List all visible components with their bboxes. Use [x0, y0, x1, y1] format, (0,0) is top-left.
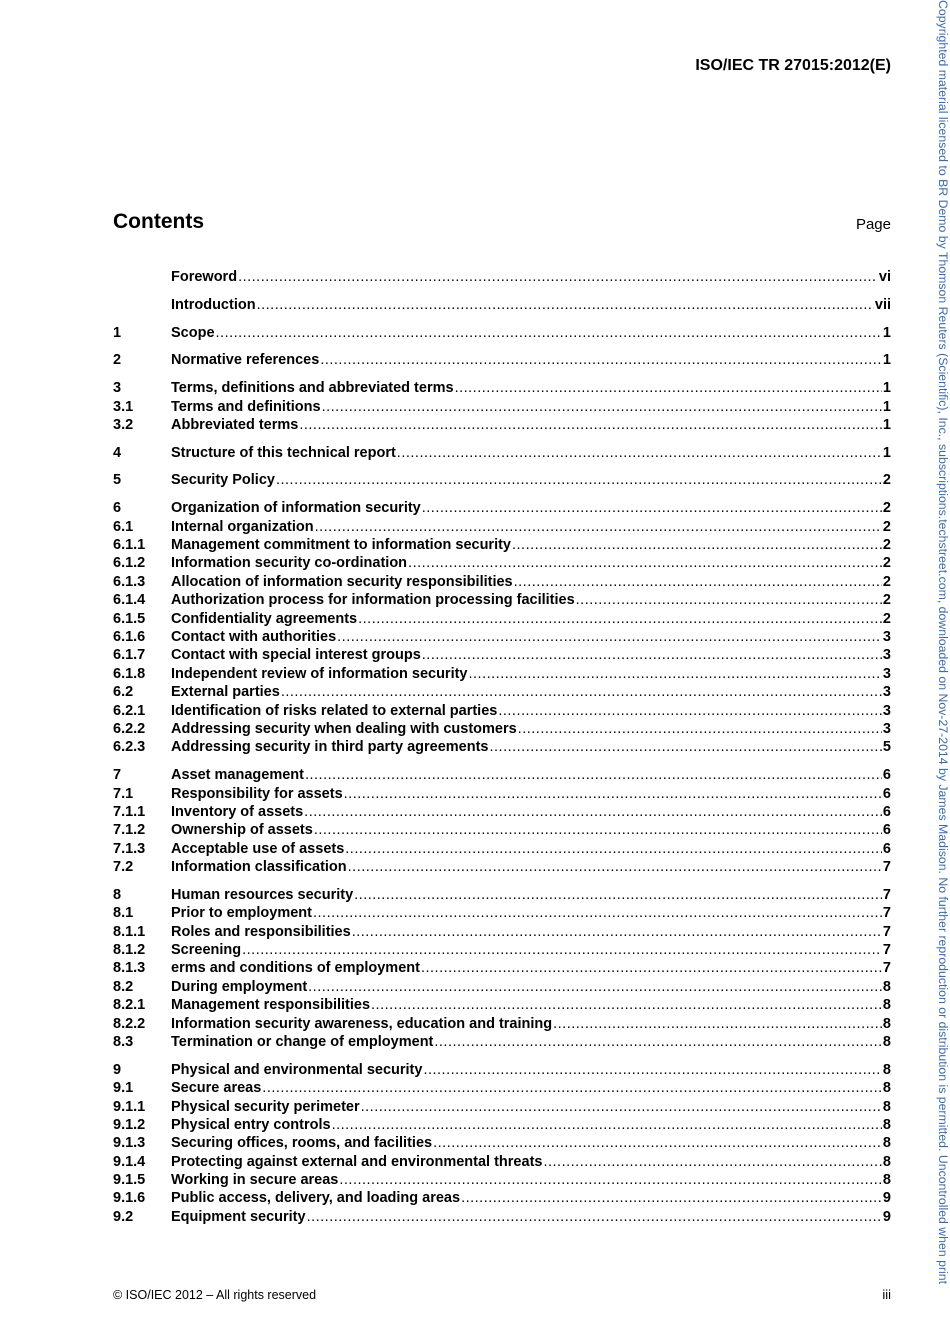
- toc-entry-title: Independent review of information security: [171, 665, 468, 682]
- toc-entry[interactable]: [113, 1189, 891, 1207]
- toc-entry-page: 8: [882, 997, 891, 1014]
- toc-entry-page: 8: [882, 1015, 891, 1032]
- toc-entry[interactable]: [113, 996, 891, 1014]
- toc-dot-leader: [455, 379, 882, 397]
- toc-dot-leader: [553, 1015, 882, 1033]
- toc-entry[interactable]: [113, 536, 891, 554]
- toc-entry[interactable]: [113, 554, 891, 572]
- toc-entry[interactable]: [113, 1153, 891, 1171]
- toc-entry-number: 9.1.4: [113, 1153, 146, 1170]
- toc-entry[interactable]: [113, 471, 891, 489]
- toc-entry-number: 6.1.1: [113, 537, 146, 554]
- toc-entry-title: Asset management: [171, 767, 304, 784]
- toc-entry-number: 6.1.2: [113, 555, 146, 572]
- toc-entry-title: Contact with special interest groups: [171, 647, 421, 664]
- toc-entry-page: 8: [882, 1116, 891, 1133]
- toc-entry-title: Equipment security: [171, 1208, 306, 1225]
- toc-entry-number: 9: [113, 1061, 122, 1078]
- toc-entry-number: 9.1.6: [113, 1190, 146, 1207]
- toc-entry[interactable]: [113, 858, 891, 876]
- toc-dot-leader: [257, 296, 874, 314]
- toc-entry-page: 7: [882, 960, 891, 977]
- toc-dot-leader: [354, 886, 882, 904]
- toc-entry-page: vi: [878, 269, 891, 285]
- toc-entry-page: 6: [882, 767, 891, 784]
- toc-entry-number: 3.2: [113, 416, 134, 433]
- toc-entry-title: During employment: [171, 978, 308, 995]
- toc-entry-title: Structure of this technical report: [171, 444, 396, 461]
- toc-entry-number: 7.2: [113, 859, 134, 876]
- toc-entry-title: Physical and environmental security: [171, 1061, 423, 1078]
- toc-dot-leader: [314, 821, 882, 839]
- toc-entry-title: Information classification: [171, 859, 347, 876]
- toc-entry[interactable]: [113, 1061, 891, 1079]
- toc-entry-number: 6.2.1: [113, 702, 146, 719]
- toc-dot-leader: [305, 766, 882, 784]
- toc-entry-title: Scope: [171, 324, 215, 341]
- toc-entry-page: 1: [882, 444, 891, 461]
- toc-dot-leader: [408, 554, 882, 572]
- toc-entry[interactable]: [113, 610, 891, 628]
- toc-entry-title: Organization of information security: [171, 500, 421, 517]
- toc-entry-title: Human resources security: [171, 886, 354, 903]
- toc-entry-page: 8: [882, 1153, 891, 1170]
- toc-entry-number: 7.1.2: [113, 822, 146, 839]
- toc-entry-number: 2: [113, 352, 122, 369]
- toc-entry-title: Termination or change of employment: [171, 1033, 434, 1050]
- toc-entry[interactable]: [113, 398, 891, 416]
- toc-dot-leader: [242, 941, 882, 959]
- toc-dot-leader: [371, 996, 882, 1014]
- toc-entry-title: Secure areas: [171, 1080, 262, 1097]
- toc-entry-page: 8: [882, 1098, 891, 1115]
- toc-dot-leader: [320, 351, 882, 369]
- toc-dot-leader: [307, 1208, 882, 1226]
- toc-entry-number: 8.1: [113, 905, 134, 922]
- toc-entry-title: Working in secure areas: [171, 1172, 339, 1189]
- toc-dot-leader: [238, 268, 878, 286]
- toc-entry-title: Terms, definitions and abbreviated terms: [171, 380, 454, 397]
- toc-entry-number: 6.1.3: [113, 573, 146, 590]
- toc-entry-number: 8.2: [113, 978, 134, 995]
- toc-dot-leader: [489, 738, 881, 756]
- toc-entry-page: 2: [882, 555, 891, 572]
- toc-entry[interactable]: [113, 720, 891, 738]
- toc-entry-page: 1: [882, 416, 891, 433]
- toc-entry-page: 1: [882, 398, 891, 415]
- toc-entry-title: Physical entry controls: [171, 1116, 331, 1133]
- toc-dot-leader: [518, 720, 882, 738]
- contents-heading: Contents: [113, 210, 204, 233]
- toc-entry-page: 3: [882, 684, 891, 701]
- toc-entry[interactable]: [113, 1116, 891, 1134]
- toc-dot-leader: [345, 840, 882, 858]
- toc-entry-page: 2: [882, 472, 891, 489]
- toc-dot-leader: [315, 518, 882, 536]
- toc-entry-title: Confidentiality agreements: [171, 610, 358, 627]
- toc-entry-title: Inventory of assets: [171, 803, 304, 820]
- toc-entry[interactable]: [113, 416, 891, 434]
- toc-dot-leader: [498, 702, 882, 720]
- toc-entry[interactable]: [113, 803, 891, 821]
- toc-entry[interactable]: [113, 923, 891, 941]
- toc-dot-leader: [216, 324, 882, 342]
- toc-entry-number: 7.1.1: [113, 803, 146, 820]
- toc-entry-title: Securing offices, rooms, and facilities: [171, 1135, 433, 1152]
- toc-entry-page: 6: [882, 840, 891, 857]
- page-column-label: Page: [855, 216, 891, 233]
- toc-entry-page: 2: [882, 610, 891, 627]
- toc-dot-leader: [421, 959, 882, 977]
- toc-entry-title: Terms and definitions: [171, 398, 321, 415]
- toc-entry-number: 8.1.3: [113, 960, 146, 977]
- toc-entry-page: 1: [882, 352, 891, 369]
- toc-dot-leader: [313, 904, 882, 922]
- toc-dot-leader: [422, 499, 882, 517]
- toc-entry-page: 3: [882, 720, 891, 737]
- toc-entry[interactable]: [113, 738, 891, 756]
- toc-dot-leader: [299, 416, 882, 434]
- toc-entry-title: Roles and responsibilities: [171, 923, 351, 940]
- document-id: ISO/IEC TR 27015:2012(E): [695, 57, 891, 74]
- toc-entry-title: Allocation of information security responsibilities: [171, 573, 513, 590]
- toc-entry-page: vii: [874, 296, 891, 313]
- toc-entry-number: 7.1.3: [113, 840, 146, 857]
- toc-dot-leader: [337, 628, 882, 646]
- toc-entry-title: Introduction: [171, 296, 256, 313]
- toc-entry-number: 6.1.5: [113, 610, 146, 627]
- toc-entry-number: 8.2.1: [113, 997, 146, 1014]
- toc-entry-page: 7: [882, 905, 891, 922]
- toc-entry-title: Screening: [171, 942, 242, 959]
- toc-entry[interactable]: [113, 840, 891, 858]
- toc-entry-number: 7.1: [113, 785, 134, 802]
- toc-entry-title: Acceptable use of assets: [171, 840, 345, 857]
- toc-entry[interactable]: [113, 444, 891, 462]
- toc-entry-number: 7: [113, 767, 122, 784]
- toc-entry[interactable]: [113, 573, 891, 591]
- toc-entry-title: Identification of risks related to external parties: [171, 702, 498, 719]
- toc-entry[interactable]: [113, 959, 891, 977]
- toc-entry-number: 6.1.8: [113, 665, 146, 682]
- toc-entry-page: 7: [882, 886, 891, 903]
- toc-entry-page: 5: [882, 739, 891, 756]
- toc-entry-page: 7: [882, 859, 891, 876]
- toc-entry-title: Foreword: [171, 269, 238, 285]
- toc-entry-title: Ownership of assets: [171, 822, 313, 839]
- toc-entry-page: 8: [882, 1135, 891, 1152]
- toc-dot-leader: [339, 1171, 882, 1189]
- toc-entry-number: 1: [113, 324, 122, 341]
- toc-entry-page: 6: [882, 785, 891, 802]
- toc-entry-number: 8.3: [113, 1033, 134, 1050]
- toc-dot-leader: [434, 1033, 882, 1051]
- toc-entry-page: 6: [882, 803, 891, 820]
- toc-entry-title: Abbreviated terms: [171, 416, 299, 433]
- toc-dot-leader: [281, 683, 882, 701]
- toc-entry-page: 7: [882, 923, 891, 940]
- toc-dot-leader: [344, 785, 882, 803]
- toc-entry-number: 6: [113, 500, 122, 517]
- toc-entry-number: 6.2.3: [113, 739, 146, 756]
- toc-entry-page: 6: [882, 822, 891, 839]
- toc-entry-page: 3: [882, 647, 891, 664]
- toc-entry[interactable]: [113, 628, 891, 646]
- toc-entry[interactable]: [113, 324, 891, 342]
- toc-entry-title: Prior to employment: [171, 905, 312, 922]
- toc-entry[interactable]: [113, 702, 891, 720]
- toc-entry-title: Information security awareness, education and training: [171, 1015, 553, 1032]
- table-of-contents: [113, 268, 891, 1226]
- toc-entry-page: 1: [882, 380, 891, 397]
- toc-dot-leader: [433, 1134, 882, 1152]
- toc-entry[interactable]: [113, 1015, 891, 1033]
- toc-entry-title: Addressing security when dealing with customers: [171, 720, 517, 737]
- toc-entry-page: 8: [882, 1033, 891, 1050]
- toc-dot-leader: [322, 398, 882, 416]
- toc-entry-number: 8: [113, 886, 122, 903]
- toc-entry-number: 6.1.4: [113, 592, 146, 609]
- toc-entry[interactable]: [113, 785, 891, 803]
- toc-entry-title: Management responsibilities: [171, 997, 371, 1014]
- toc-entry-title: Contact with authorities: [171, 628, 337, 645]
- toc-dot-leader: [514, 573, 882, 591]
- toc-entry-number: 6.1.7: [113, 647, 146, 664]
- toc-entry-page: 9: [882, 1190, 891, 1207]
- toc-entry-title: Normative references: [171, 352, 320, 369]
- toc-entry-page: 8: [882, 1080, 891, 1097]
- toc-entry-title: erms and conditions of employment: [171, 960, 420, 977]
- toc-entry-title: Information security co-ordination: [171, 555, 408, 572]
- toc-entry-number: 6.1.6: [113, 628, 146, 645]
- toc-entry[interactable]: [113, 821, 891, 839]
- toc-entry-page: 2: [882, 500, 891, 517]
- footer-page-number: iii: [882, 1287, 891, 1302]
- license-watermark: Copyrighted material licensed to BR Demo by Thomson Reuters (Scientific), Inc., subscriptions.techstreet.com, downloaded on Nov-27-2014 by James Madison. No further reproduction or distribution is permitted. Uncontrolled when print: [936, 0, 950, 1285]
- toc-dot-leader: [276, 471, 882, 489]
- toc-entry[interactable]: [113, 766, 891, 784]
- toc-entry[interactable]: [113, 646, 891, 664]
- toc-dot-leader: [308, 978, 882, 996]
- toc-dot-leader: [304, 803, 882, 821]
- toc-entry-number: 9.1.5: [113, 1172, 146, 1189]
- toc-entry[interactable]: [113, 591, 891, 609]
- toc-entry-title: Protecting against external and environmental threats: [171, 1153, 543, 1170]
- toc-entry[interactable]: [113, 1134, 891, 1152]
- toc-entry-number: 6.2: [113, 684, 134, 701]
- toc-entry-title: Authorization process for information processing facilities: [171, 592, 575, 609]
- toc-entry[interactable]: [113, 1079, 891, 1097]
- toc-entry-page: 3: [882, 702, 891, 719]
- toc-entry[interactable]: [113, 296, 891, 314]
- toc-entry-page: 1: [882, 324, 891, 341]
- toc-dot-leader: [262, 1079, 882, 1097]
- toc-entry-number: 8.2.2: [113, 1015, 146, 1032]
- toc-entry-number: 9.1.3: [113, 1135, 146, 1152]
- toc-dot-leader: [332, 1116, 882, 1134]
- toc-entry[interactable]: [113, 978, 891, 996]
- toc-entry-title: Security Policy: [171, 472, 275, 489]
- toc-dot-leader: [422, 646, 882, 664]
- toc-entry-number: 4: [113, 444, 122, 461]
- toc-entry-title: Management commitment to information security: [171, 537, 511, 554]
- toc-entry-title: Addressing security in third party agreements: [171, 739, 489, 756]
- toc-entry-number: 5: [113, 472, 122, 489]
- toc-entry[interactable]: [113, 1171, 891, 1189]
- toc-entry-page: 2: [882, 537, 891, 554]
- toc-entry-page: 8: [882, 1061, 891, 1078]
- toc-dot-leader: [469, 665, 882, 683]
- toc-dot-leader: [352, 923, 882, 941]
- toc-entry-number: 9.2: [113, 1208, 134, 1225]
- toc-entry-title: Physical security perimeter: [171, 1098, 360, 1115]
- toc-entry-number: 6.2.2: [113, 720, 146, 737]
- toc-entry[interactable]: [113, 886, 891, 904]
- toc-dot-leader: [543, 1153, 881, 1171]
- toc-entry[interactable]: [113, 683, 891, 701]
- toc-entry-number: 8.1.2: [113, 942, 146, 959]
- toc-entry[interactable]: [113, 268, 891, 286]
- toc-entry-title: Responsibility for assets: [171, 785, 343, 802]
- toc-entry[interactable]: [113, 1208, 891, 1226]
- toc-entry[interactable]: [113, 1098, 891, 1116]
- toc-dot-leader: [461, 1189, 882, 1207]
- toc-entry-page: 8: [882, 978, 891, 995]
- toc-entry-title: Public access, delivery, and loading areas: [171, 1190, 461, 1207]
- toc-dot-leader: [358, 610, 882, 628]
- toc-entry-page: 9: [882, 1208, 891, 1225]
- toc-entry-title: Internal organization: [171, 518, 314, 535]
- toc-entry-number: 6.1: [113, 518, 134, 535]
- toc-entry-page: 2: [882, 518, 891, 535]
- toc-entry-title: External parties: [171, 684, 280, 701]
- toc-entry[interactable]: [113, 518, 891, 536]
- toc-entry-number: 9.1: [113, 1080, 134, 1097]
- toc-entry-number: 3: [113, 380, 122, 397]
- toc-entry-number: 9.1.2: [113, 1116, 146, 1133]
- toc-entry-page: 3: [882, 665, 891, 682]
- toc-entry-number: 9.1.1: [113, 1098, 146, 1115]
- toc-dot-leader: [361, 1098, 882, 1116]
- toc-entry-page: 3: [882, 628, 891, 645]
- footer-copyright: © ISO/IEC 2012 – All rights reserved: [113, 1288, 317, 1302]
- toc-entry[interactable]: [113, 665, 891, 683]
- toc-entry[interactable]: [113, 351, 891, 369]
- toc-entry[interactable]: [113, 379, 891, 397]
- toc-dot-leader: [348, 858, 882, 876]
- toc-entry[interactable]: [113, 904, 891, 922]
- toc-dot-leader: [512, 536, 882, 554]
- toc-entry-page: 7: [882, 942, 891, 959]
- toc-entry-page: 2: [882, 592, 891, 609]
- toc-entry-page: 8: [882, 1172, 891, 1189]
- toc-dot-leader: [397, 444, 882, 462]
- toc-entry-number: 3.1: [113, 398, 134, 415]
- toc-entry[interactable]: [113, 499, 891, 517]
- toc-entry[interactable]: [113, 1033, 891, 1051]
- toc-entry-page: 2: [882, 573, 891, 590]
- toc-dot-leader: [576, 591, 882, 609]
- toc-dot-leader: [423, 1061, 881, 1079]
- toc-entry[interactable]: [113, 941, 891, 959]
- toc-entry-number: 8.1.1: [113, 923, 146, 940]
